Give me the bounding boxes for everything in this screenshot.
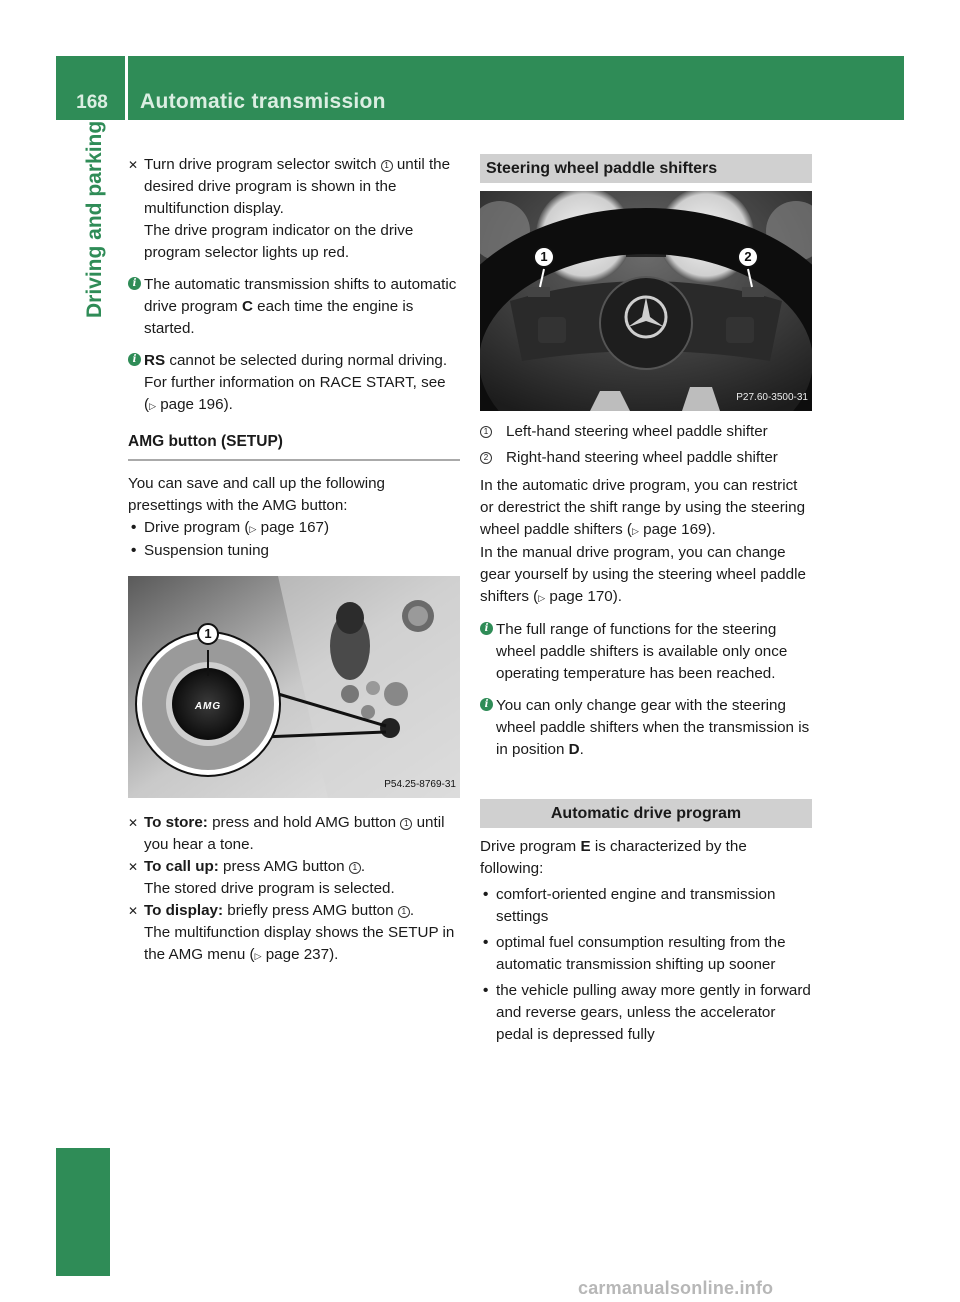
page-ref-icon: ▷ [538,593,546,603]
info-icon: i [480,622,493,635]
step-result: The stored drive program is selected. [144,880,395,897]
callout-1: 1 [533,246,555,268]
page-number: 168 [76,92,108,113]
chapter-tab-marker [56,1148,110,1276]
page-link[interactable]: page 167 [260,519,325,536]
list-item: • Drive program (▷ page 167) [128,517,460,540]
list-item: • optimal fuel consumption resulting from the automatic transmission shifting up sooner [480,932,812,976]
steering-wheel-photo [480,191,812,411]
page-ref-icon: ▷ [149,401,156,411]
page-link[interactable]: page 237 [265,946,330,963]
legend-item: 1 Left-hand steering wheel paddle shifter [480,421,812,443]
page-link[interactable]: page 169 [643,521,707,538]
callout-1-symbol: 1 [349,862,361,874]
info-icon: i [128,353,141,366]
list-item: • Suspension tuning [128,540,460,562]
left-column [128,154,460,967]
figure-code: P54.25-8769-31 [384,779,456,790]
legend-item: 2 Right-hand steering wheel paddle shifter [480,447,812,469]
page-ref-icon: ▷ [249,524,257,534]
amg-intro: You can save and call up the following presettings with the AMG button: [128,475,385,514]
callout-1: 1 [197,623,219,645]
list-item: • comfort-oriented engine and transmission settings [480,884,812,928]
step-result: The multifunction display shows the SETUP in the AMG menu (▷ page 237). [144,924,455,963]
info-note: i You can only change gear with the steering wheel paddle shifters when the transmission is in position D. [480,695,812,761]
callout-1-symbol: 1 [400,818,412,830]
page-link[interactable]: page 170 [549,588,613,605]
paragraph: In the automatic drive program, you can restrict or derestrict the shift range by using the steering wheel paddle shifters (▷ page 169). [480,477,806,538]
instruction-step: ✕ Turn drive program selector switch 1 until the desired drive program is shown in the multifunction display. [128,154,460,220]
paragraph: In the manual drive program, you can change gear yourself by using the steering wheel paddle shifters (▷ page 170). [480,544,806,605]
page-ref-icon: ▷ [254,951,262,961]
info-icon: i [128,277,141,290]
callout-1-symbol: 1 [381,160,393,172]
page-link[interactable]: page 196 [160,396,224,413]
list-item: • the vehicle pulling away more gently in forward and reverse gears, unless the accelerator pedal is depressed fully [480,980,812,1046]
info-note: i RS cannot be selected during normal driving. For further information on RACE START, see (▷ page 196). [128,350,460,417]
callout-2: 2 [737,246,759,268]
paddle-shifters-heading: Steering wheel paddle shifters [480,154,812,183]
amg-button-photo [128,576,460,798]
header-divider [125,56,128,120]
amg-logo-text: AMG [194,701,222,712]
section-title: Automatic transmission [140,90,386,113]
auto-program-heading: Automatic drive program [480,799,812,828]
info-note: i The full range of functions for the steering wheel paddle shifters is available only once operating temperature has been reached. [480,619,812,685]
instruction-step: ✕ To call up: press AMG button 1 . [128,856,460,878]
callout-1-symbol: 1 [398,906,410,918]
step-result: The drive program indicator on the drive program selector lights up red. [144,222,414,261]
watermark: carmanualsonline.info [578,1278,774,1298]
info-note: i The automatic transmission shifts to automatic drive program C each time the engine is started. [128,274,460,340]
right-column [480,154,812,1046]
steering-wheel-illustration [480,191,812,411]
amg-heading: AMG button (SETUP) [128,431,460,461]
callout-2-symbol: 2 [480,452,492,464]
auto-intro: Drive program E is characterized by the following: [480,838,747,877]
callout-1-symbol: 1 [480,426,492,438]
page-ref-icon: ▷ [631,526,639,536]
figure-code: P27.60-3500-31 [736,392,808,403]
console-illustration [128,576,460,798]
info-icon: i [480,698,493,711]
chapter-tab-label: Driving and parking [83,120,106,318]
instruction-step: ✕ To display: briefly press AMG button 1 . [128,900,460,922]
instruction-step: ✕ To store: press and hold AMG button 1 until you hear a tone. [128,812,460,856]
